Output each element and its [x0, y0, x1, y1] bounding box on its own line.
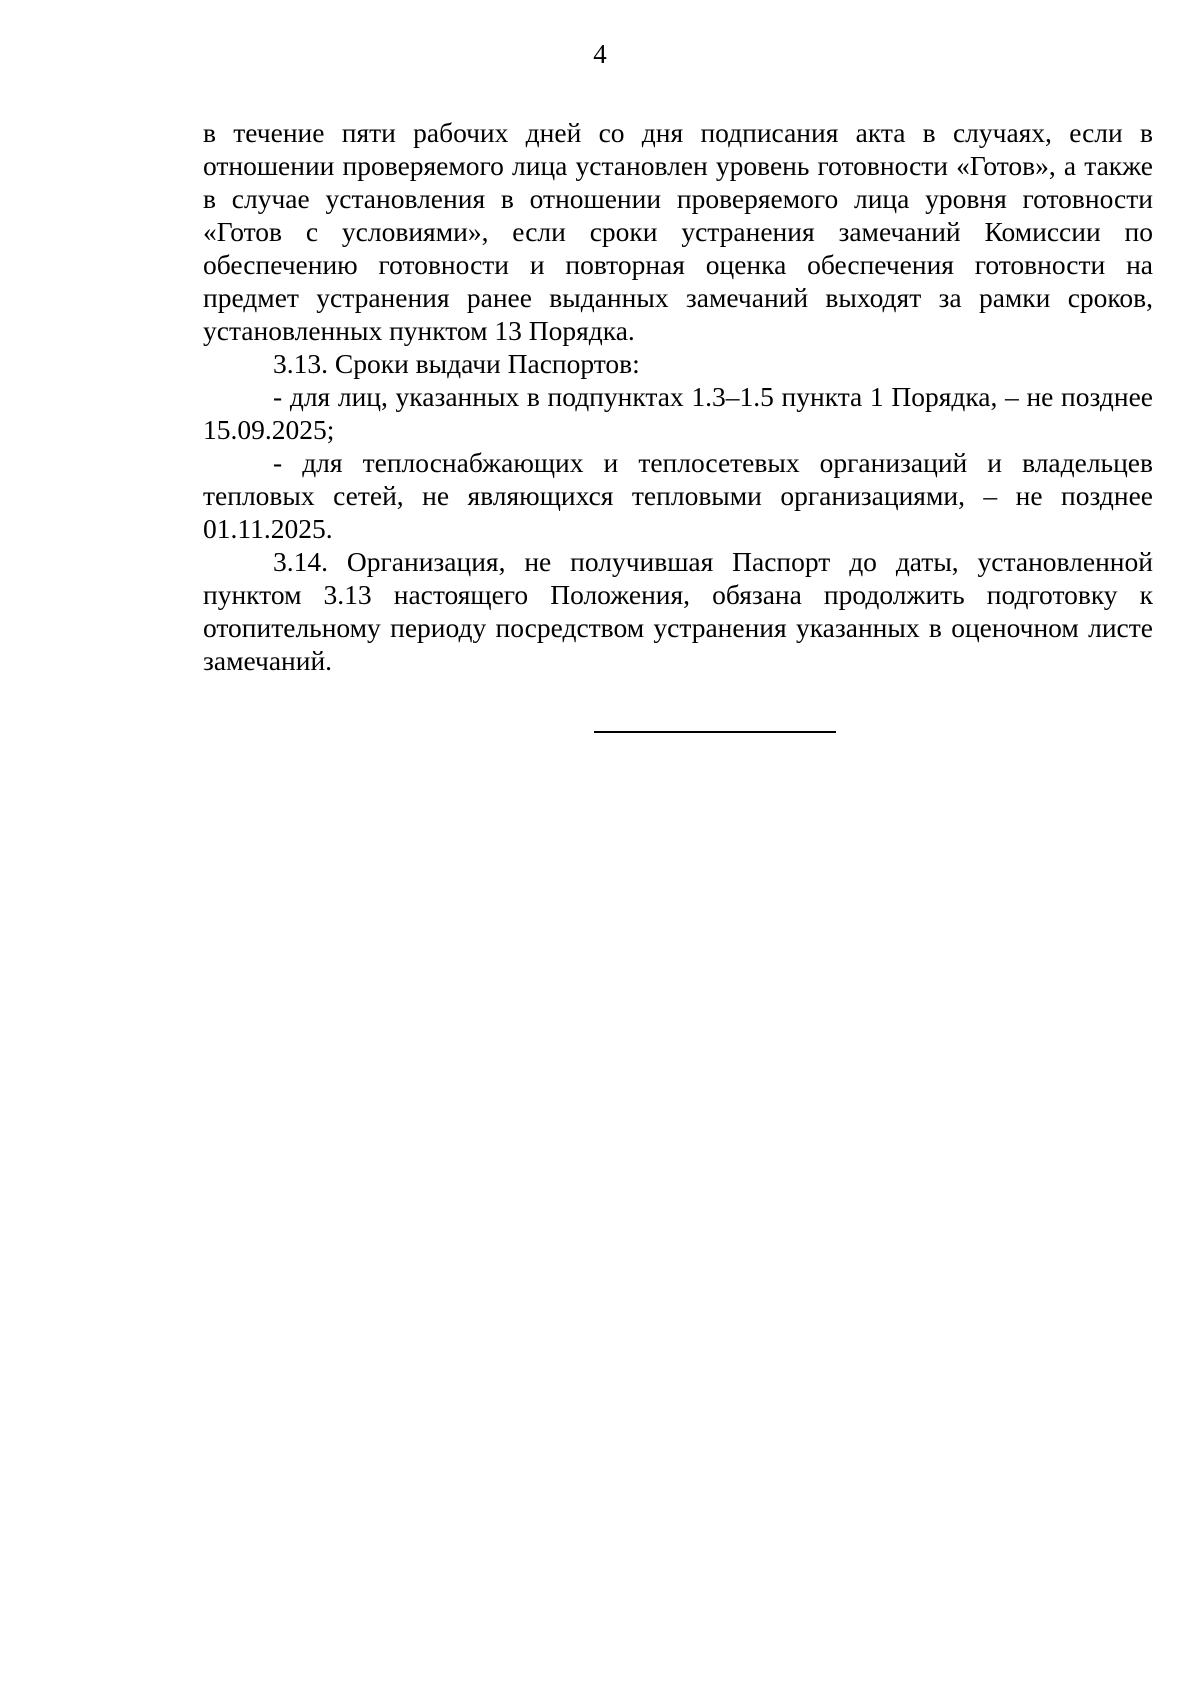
paragraph-continuation: в течение пяти рабочих дней со дня подписания акта в случаях, если в отношении проверяемого лица установлен уровень готовности «Готов», а также в случае установления в отношении проверяемого лица уровня готовности «Готов с условиями», если сроки устранения замечаний Комиссии по обеспечению готовности и повторная оценка обеспечения готовности на предмет устранения ранее выданных замечаний выходят за рамки сроков, установленных пунктом 13 Порядка. [203, 117, 1153, 346]
page-number: 4 [593, 39, 607, 69]
list-item-persons-deadline: - для лиц, указанных в подпунктах 1.3–1.5 пункта 1 Порядка, – не позднее 15.09.2025; [203, 381, 1153, 445]
document-body [203, 116, 1153, 677]
paragraph-3-13-heading: 3.13. Сроки выдачи Паспортов: [273, 348, 640, 379]
end-of-document-line [594, 731, 836, 733]
paragraph-3-14: 3.14. Организация, не получившая Паспорт до даты, установленной пунктом 3.13 настоящего Положения, обязана продолжить подготовку к отопительному периоду посредством устранения указанных в оценочном листе замечаний. [203, 546, 1153, 676]
list-item-organizations-deadline: - для теплоснабжающих и теплосетевых организаций и владельцев тепловых сетей, не являющихся тепловыми организациями, – не позднее 01.11.2025. [203, 447, 1153, 544]
